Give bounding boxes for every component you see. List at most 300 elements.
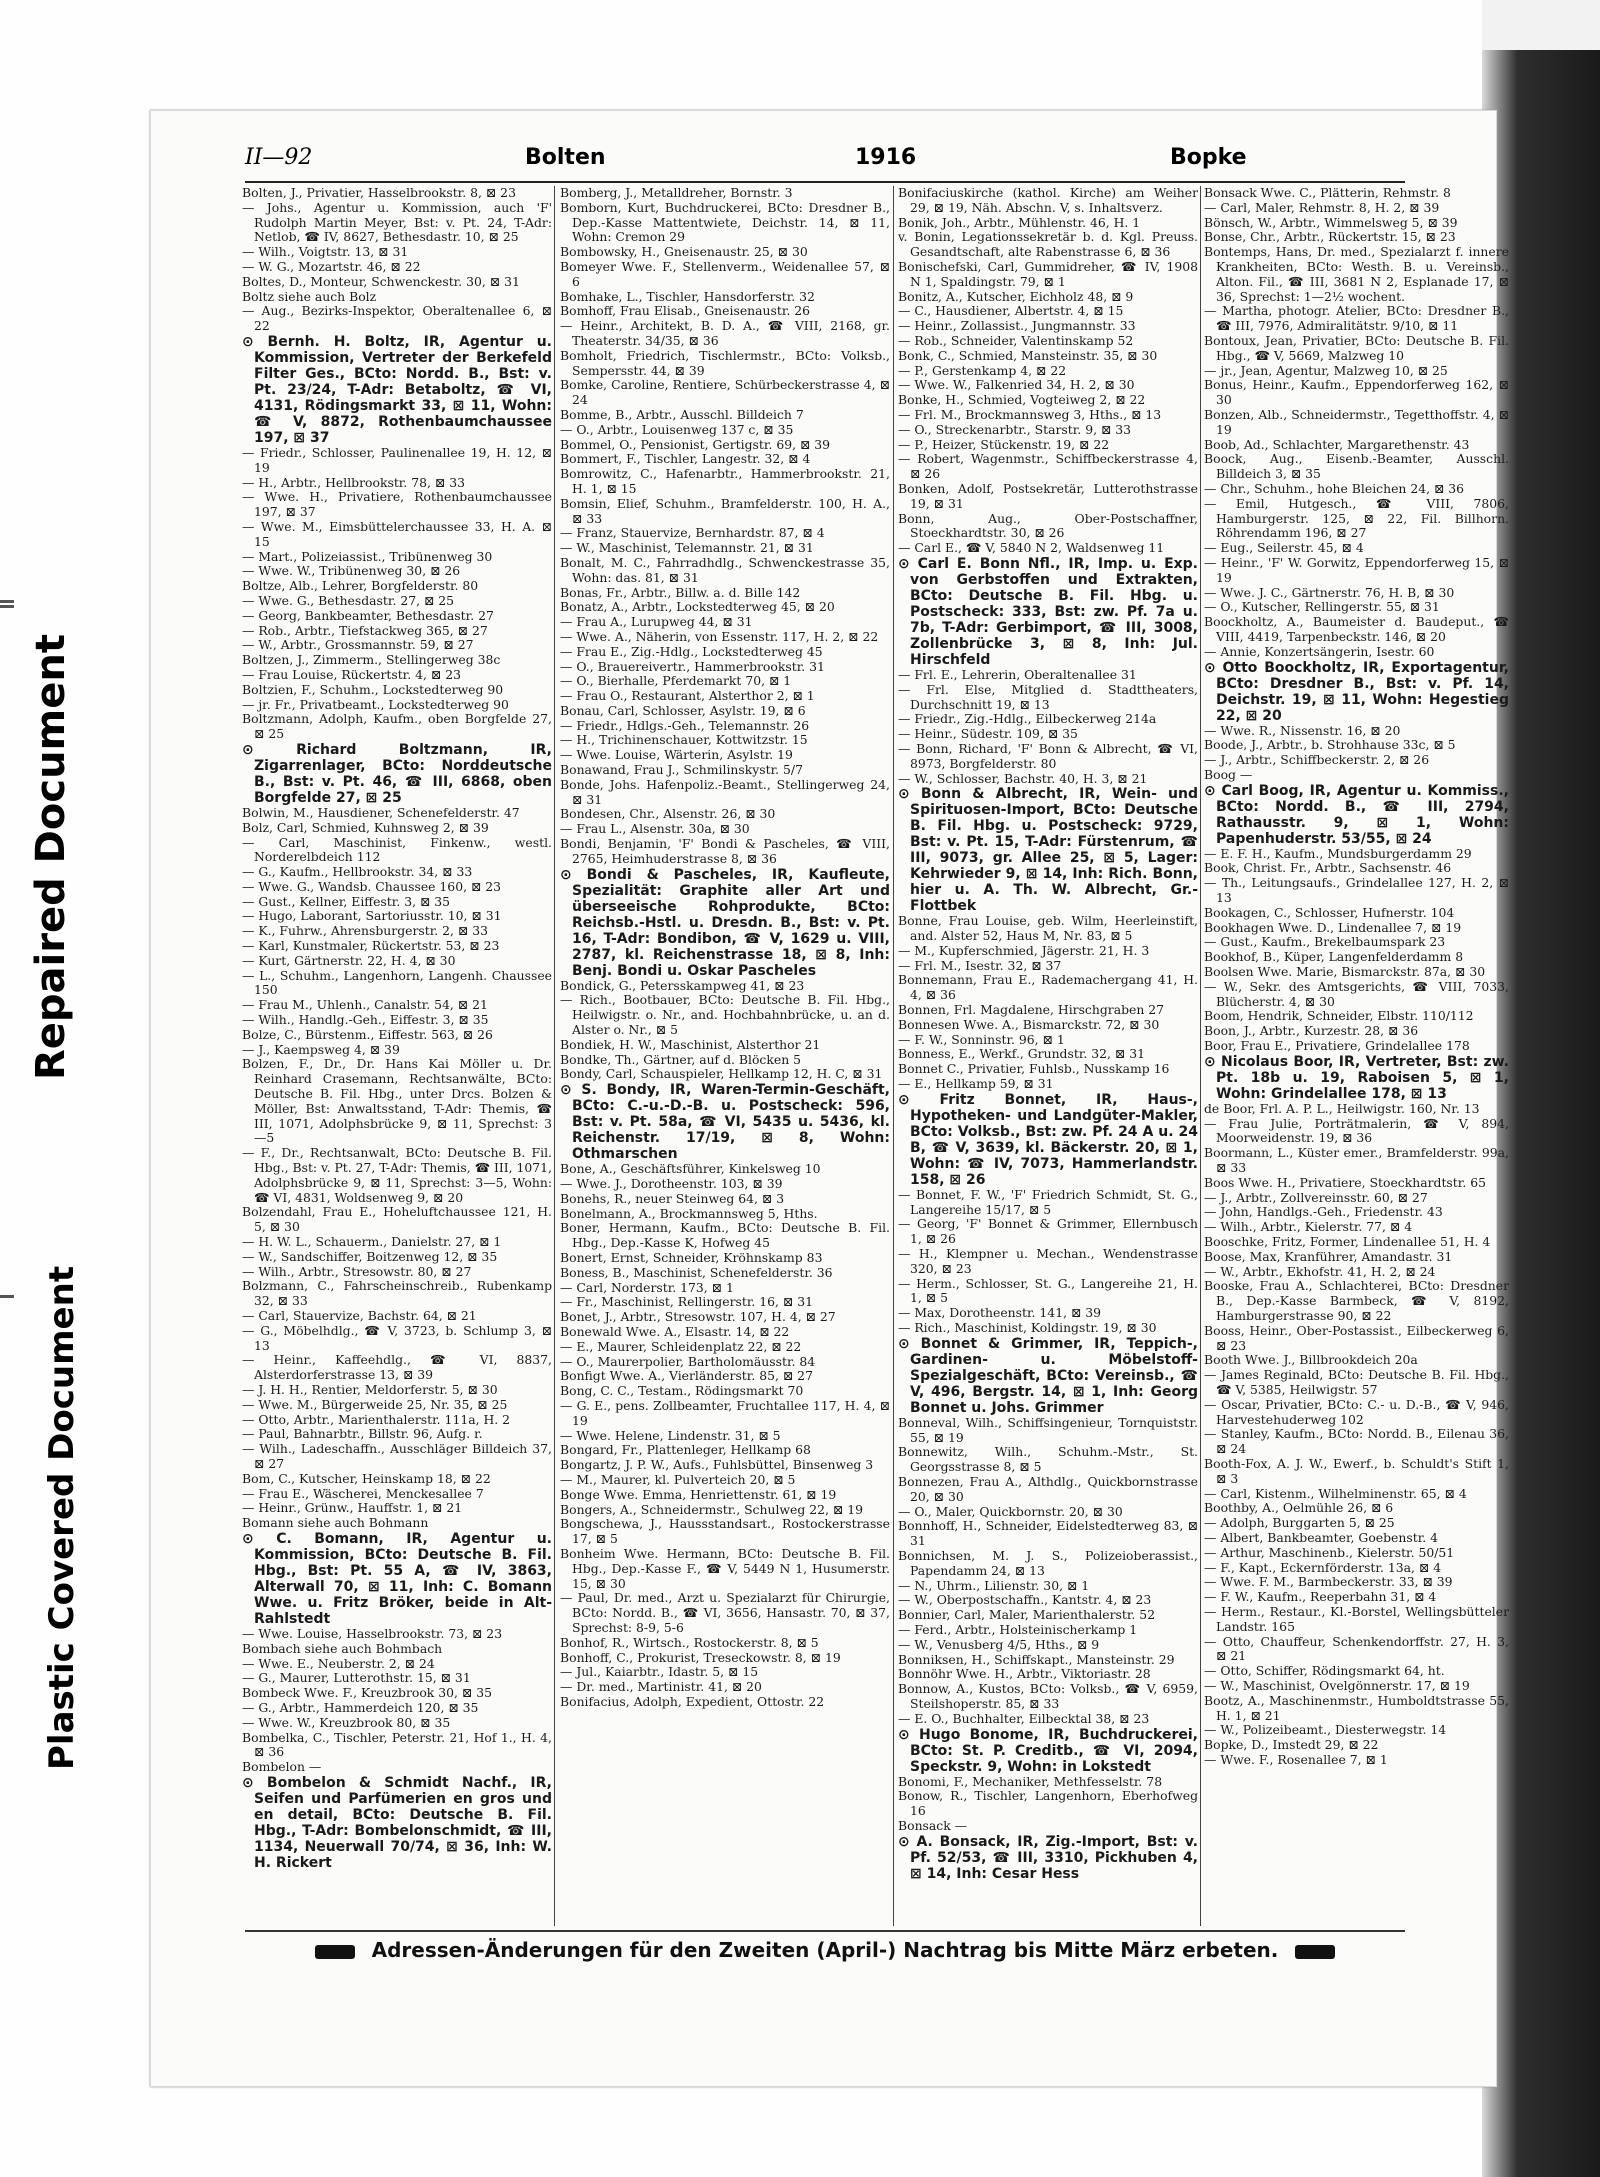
directory-entry: — E., Maurer, Schleidenplatz 22, ⊠ 22 xyxy=(560,1338,802,1354)
directory-entry: — M., Maurer, kl. Pulverteich 20, ⊠ 5 xyxy=(560,1471,796,1487)
directory-entry: Bomeyer Wwe. F., Stellenverm., Weidenallee 57, ⊠ 6 xyxy=(560,258,890,289)
directory-entry: — Frau E., Wäscherei, Menckesallee 7 xyxy=(242,1485,484,1501)
directory-entry: — Heinr., Grünw., Hauffstr. 1, ⊠ 21 xyxy=(242,1500,463,1516)
directory-entry: — F. W., Sonninstr. 96, ⊠ 1 xyxy=(898,1031,1065,1047)
directory-entry: Boner, Hermann, Kaufm., BCto: Deutsche B. Fil. Hbg., Dep.-Kasse K, Hofweg 45 xyxy=(560,1220,890,1251)
directory-entry: Bonde, Johs. Hafenpoliz.-Beamt., Stellingerweg 24, ⊠ 31 xyxy=(560,776,890,807)
directory-entry: Bonsack — xyxy=(898,1817,968,1833)
directory-entry: Bonsack Wwe. C., Plätterin, Rehmstr. 8 xyxy=(1204,186,1451,200)
directory-entry: Bommert, F., Tischler, Langestr. 32, ⊠ 4 xyxy=(560,451,811,467)
directory-entry: Bomholt, Friedrich, Tischlermstr., BCto: Volksb., Sempersstr. 44, ⊠ 39 xyxy=(560,347,890,378)
directory-entry: — Adolph, Burggarten 5, ⊠ 25 xyxy=(1204,1515,1395,1531)
directory-entry: — Max, Dorotheenstr. 141, ⊠ 39 xyxy=(898,1305,1102,1321)
directory-entry: Bonomi, F., Mechaniker, Methfesselstr. 78 xyxy=(898,1773,1163,1789)
firm-entry: ⊙ Carl Boog, IR, Agentur u. Kommiss., BCto: Nordd. B., ☎ III, 2794, Rathausstr. 9, ⊠ 1, Wohn: Papenhuderstr. 53/55, ⊠ 24 xyxy=(1204,782,1509,847)
directory-entry: Bonnhoff, H., Schneider, Eidelstedterweg 83, ⊠ 31 xyxy=(898,1518,1198,1549)
directory-entry: Boltz siehe auch Bolz xyxy=(242,288,377,304)
directory-entry: — Heinr., Kaffeehdlg., ☎ VI, 8837, Alsterdorferstrasse 13, ⊠ 39 xyxy=(242,1352,552,1383)
margin-tick xyxy=(0,600,14,603)
directory-entry: Bonelmann, A., Brockmannsweg 5, Hths. xyxy=(560,1205,818,1221)
directory-entry: Booschke, Fritz, Former, Lindenallee 51, H. 4 xyxy=(1204,1234,1491,1250)
directory-entry: Bondy, Carl, Schauspieler, Hellkamp 12, H. C, ⊠ 31 xyxy=(560,1066,883,1082)
directory-entry: Boos Wwe. H., Privatiere, Stoeckhardtstr. 65 xyxy=(1204,1174,1486,1190)
directory-entry: — Paul, Bahnarbtr., Billstr. 96, Aufg. r. xyxy=(242,1426,483,1442)
directory-entry: Bonow, R., Tischler, Langenhorn, Eberhofweg 16 xyxy=(898,1788,1198,1819)
directory-entry: — W., Polizeibeamt., Diesterwegstr. 14 xyxy=(1204,1722,1447,1738)
directory-entry: — K., Fuhrw., Ahrensburgerstr. 2, ⊠ 33 xyxy=(242,923,489,939)
directory-entry: — Georg, Bankbeamter, Bethesdastr. 27 xyxy=(242,607,494,623)
directory-entry: — Wwe. A., Näherin, von Essenstr. 117, H. 2, ⊠ 22 xyxy=(560,628,879,644)
directory-entry: — E., Hellkamp 59, ⊠ 31 xyxy=(898,1076,1054,1092)
directory-entry: — Kurt, Gärtnerstr. 22, H. 4, ⊠ 30 xyxy=(242,952,456,968)
directory-entry: Bolz, Carl, Schmied, Kuhnsweg 2, ⊠ 39 xyxy=(242,819,489,835)
directory-entry: Boom, Hendrik, Schneider, Elbstr. 110/112 xyxy=(1204,1008,1474,1024)
firm-entry: ⊙ C. Bomann, IR, Agentur u. Kommission, BCto: Deutsche B. Fil. Hbg., Bst: Pt. 55 A, ☎ IV, 3863, Alterwall 70, ⊠ 11, Inh: C. Bomann Wwe. u. Fritz Bröker, beide in Alt-Rahlstedt xyxy=(242,1530,552,1627)
directory-entry: — Stanley, Kaufm., BCto: Nordd. B., Eilenau 36, ⊠ 24 xyxy=(1204,1426,1509,1457)
directory-entry: — Ferd., Arbtr., Holsteinischerkamp 1 xyxy=(898,1621,1138,1637)
left-guide-word: Bolten xyxy=(525,145,606,170)
directory-entry: — Franz, Stauervize, Bernhardstr. 87, ⊠ 4 xyxy=(560,525,825,541)
directory-entry: — Frau Louise, Rückertstr. 4, ⊠ 23 xyxy=(242,666,461,682)
firm-entry: ⊙ Carl E. Bonn Nfl., IR, Imp. u. Exp. von Gerbstoffen und Extrakten, BCto: Deutsche B. Fil. Hbg. u. Postscheck: 333, Bst: zw. Pf. 7a u. 7b, T-Adr: Gerbimport, ☎ III, 3008, Zollenbrücke 3, ⊠ 8, Inh: Jul. Hirschfeld xyxy=(898,555,1198,668)
directory-entry: — Georg, 'F' Bonnet & Grimmer, Ellernbusch 1, ⊠ 26 xyxy=(898,1216,1198,1247)
directory-entry: Bonalt, M. C., Fahrradhdlg., Schwenckestrasse 35, Wohn: das. 81, ⊠ 31 xyxy=(560,554,890,585)
directory-entry: — G., Arbtr., Hammerdeich 120, ⊠ 35 xyxy=(242,1699,479,1715)
directory-entry: — Herm., Schlosser, St. G., Langereihe 21, H. 1, ⊠ 5 xyxy=(898,1275,1198,1306)
directory-entry: Bombelon — xyxy=(242,1759,322,1775)
directory-entry: — Frl. M., Isestr. 32, ⊠ 37 xyxy=(898,957,1062,973)
directory-entry: — W., Maschinist, Telemannstr. 21, ⊠ 31 xyxy=(560,540,814,556)
directory-entry: Bomme, B., Arbtr., Ausschl. Billdeich 7 xyxy=(560,406,804,422)
directory-entry: Bomhoff, Frau Elisab., Gneisenaustr. 26 xyxy=(560,303,811,319)
directory-entry: — Wwe. F., Rosenallee 7, ⊠ 1 xyxy=(1204,1751,1388,1767)
directory-entry: Bondi, Benjamin, 'F' Bondi & Pascheles, ☎ VIII, 2765, Heimhuderstrasse 8, ⊠ 36 xyxy=(560,836,890,866)
directory-entry: Bomke, Caroline, Rentiere, Schürbeckerstrasse 4, ⊠ 24 xyxy=(560,377,890,408)
directory-entry: — Paul, Dr. med., Arzt u. Spezialarzt für Chirurgie, BCto: Nordd. B., ☎ VI, 3656, Hansastr. 70, ⊠ 37, Sprechst: 8-9, 5-6 xyxy=(560,1590,890,1635)
directory-entry: Bonehs, R., neuer Steinweg 64, ⊠ 3 xyxy=(560,1190,785,1206)
directory-entry: — Emil, Hutgesch., ☎ VIII, 7806, Hamburgerstr. 125, ⊠ 22, Fil. Billhorn. Röhrendamm 196, ⊠ 27 xyxy=(1204,495,1509,541)
directory-entry: Bombelka, C., Tischler, Peterstr. 21, Hof 1., H. 4, ⊠ 36 xyxy=(242,1729,552,1760)
directory-entry: — Wilh., Arbtr., Stresowstr. 80, ⊠ 27 xyxy=(242,1263,472,1279)
directory-entry: Bonnichsen, M. J. S., Polizeioberassist., Papendamm 24, ⊠ 13 xyxy=(898,1548,1198,1578)
directory-entry: — F., Kapt., Eckernförderstr. 13a, ⊠ 4 xyxy=(1204,1559,1442,1575)
pointing-hand-left-icon xyxy=(315,1945,355,1959)
directory-entry: — Friedr., Hdlgs.-Geh., Telemannstr. 26 xyxy=(560,717,810,733)
directory-entry: Bomborn, Kurt, Buchdruckerei, BCto: Dresdner B., Dep.-Kasse Mattentwiete, Deichstr. 14, ⊠ 11, Wohn: Cremon 29 xyxy=(560,199,890,245)
directory-entry: — W., Maschinist, Ovelgönnerstr. 17, ⊠ 19 xyxy=(1204,1677,1470,1693)
directory-entry: Bonifaciuskirche (kathol. Kirche) am Weiher 29, ⊠ 19, Näh. Abschn. V, s. Inhaltsverz. xyxy=(898,186,1198,215)
directory-entry: — Heinr., 'F' W. Gorwitz, Eppendorferweg 15, ⊠ 19 xyxy=(1204,554,1509,585)
directory-entry: — M., Kupferschmied, Jägerstr. 21, H. 3 xyxy=(898,942,1150,958)
directory-entry: Bonness, E., Werkf., Grundstr. 32, ⊠ 31 xyxy=(898,1046,1145,1062)
directory-entry: Bone, A., Geschäftsführer, Kinkelsweg 10 xyxy=(560,1161,821,1177)
directory-entry: — Frau E., Zig.-Hdlg., Lockstedterweg 45 xyxy=(560,643,823,659)
directory-entry: — J. H. H., Rentier, Meldorferstr. 5, ⊠ 30 xyxy=(242,1381,498,1397)
directory-entry: — Aug., Bezirks-Inspektor, Oberaltenallee 6, ⊠ 22 xyxy=(242,303,552,334)
directory-entry: — C., Hausdiener, Albertstr. 4, ⊠ 15 xyxy=(898,303,1124,319)
firm-entry: ⊙ Otto Boockholtz, IR, Exportagentur, BCto: Dresdner B., Bst: v. Pf. 14, Deichstr. 19, ⊠ 11, Wohn: Hegestieg 22, ⊠ 20 xyxy=(1204,659,1509,724)
directory-entry: — Carl, Kistenm., Wilhelminenstr. 65, ⊠ 4 xyxy=(1204,1485,1467,1501)
directory-entry: — Wwe. Louise, Wärterin, Asylstr. 19 xyxy=(560,747,793,763)
directory-entry: — Wilh., Voigtstr. 13, ⊠ 31 xyxy=(242,244,409,260)
directory-entry: Boothby, A., Oelmühle 26, ⊠ 6 xyxy=(1204,1500,1394,1516)
directory-entry: Bombeck Wwe. F., Kreuzbrook 30, ⊠ 35 xyxy=(242,1685,492,1701)
directory-entry: Bom, C., Kutscher, Heinskamp 18, ⊠ 22 xyxy=(242,1470,491,1486)
directory-entry: Bonau, Carl, Schlosser, Asylstr. 19, ⊠ 6 xyxy=(560,702,806,718)
directory-entry: — John, Handlgs.-Geh., Friedenstr. 43 xyxy=(1204,1204,1443,1220)
directory-entry: — Carl E., ☎ V, 5840 N 2, Waldsenweg 11 xyxy=(898,540,1165,556)
column-divider xyxy=(893,186,894,1926)
directory-entry: Bonhof, R., Wirtsch., Rostockerstr. 8, ⊠ 5 xyxy=(560,1634,819,1650)
directory-entry: — L., Schuhm., Langenhorn, Langenh. Chaussee 150 xyxy=(242,967,552,998)
directory-entry: — J., Kaempsweg 4, ⊠ 39 xyxy=(242,1041,400,1057)
directory-column-4 xyxy=(1204,186,1509,1926)
directory-entry: Bönsch, W., Arbtr., Wimmelsweg 5, ⊠ 39 xyxy=(1204,214,1458,230)
directory-entry: Bonnemann, Frau E., Rademachergang 41, H. 4, ⊠ 36 xyxy=(898,972,1198,1003)
directory-entry: Bonniksen, H., Schiffskapt., Mansteinstr. 29 xyxy=(898,1651,1175,1667)
directory-entry: — Wwe. W., Kreuzbrook 80, ⊠ 35 xyxy=(242,1714,451,1730)
directory-entry: Booth-Fox, A. J. W., Ewerf., b. Schuldt's Stift 1, ⊠ 3 xyxy=(1204,1455,1509,1486)
directory-entry: Bolwin, M., Hausdiener, Schenefelderstr. 47 xyxy=(242,804,520,820)
directory-entry: Bongschewa, J., Haussstandsart., Rostockerstrasse 17, ⊠ 5 xyxy=(560,1516,890,1547)
firm-entry: ⊙ Nicolaus Boor, IR, Vertreter, Bst: zw. Pt. 18b u. 19, Raboisen 5, ⊠ 1, Wohn: Grindelallee 178, ⊠ 13 xyxy=(1204,1053,1509,1102)
directory-entry: — Wilh., Handlg.-Geh., Eiffestr. 3, ⊠ 35 xyxy=(242,1012,489,1028)
directory-entry: — Frau Julie, Porträtmalerin, ☎ V, 894, Moorweidenstr. 19, ⊠ 36 xyxy=(1204,1115,1509,1146)
directory-entry: Bolzen, F., Dr., Dr. Hans Kai Möller u. Dr. Reinhard Crasemann, Rechtsanwälte, BCto: Deutsche B. Fil. Hbg., unter Drcs. Bolzen & Möller, Bst: Anwaltsstand, T-Adr: Themis, ☎ III, 1071, Adolphsbrücke 9, ⊠ 11, Sprechst: 3—5 xyxy=(242,1056,552,1146)
directory-entry: Bonifacius, Adolph, Expedient, Ottostr. 22 xyxy=(560,1693,825,1709)
directory-entry: — E. F. H., Kaufm., Mundsburgerdamm 29 xyxy=(1204,845,1472,861)
page-footer xyxy=(245,1938,1405,1962)
directory-entry: — Arthur, Maschinenb., Kielerstr. 50/51 xyxy=(1204,1544,1455,1560)
directory-entry: — Frau M., Uhlenh., Canalstr. 54, ⊠ 21 xyxy=(242,997,488,1013)
directory-entry: — O., Brauereivertr., Hammerbrookstr. 31 xyxy=(560,658,825,674)
directory-entry: Bootz, A., Maschinenmstr., Humboldtstrasse 55, H. 1, ⊠ 21 xyxy=(1204,1692,1509,1723)
directory-entry: — Wwe. W., Falkenried 34, H. 2, ⊠ 30 xyxy=(898,377,1135,393)
directory-entry: — Herm., Restaur., Kl.-Borstel, Wellingsbütteler Landstr. 165 xyxy=(1204,1603,1509,1634)
directory-entry: — Frau L., Alsenstr. 30a, ⊠ 30 xyxy=(560,821,750,837)
directory-entry: — Wwe. W., Tribünenweg 30, ⊠ 26 xyxy=(242,563,461,579)
directory-entry: — Wwe. M., Bürgerweide 25, Nr. 35, ⊠ 25 xyxy=(242,1396,508,1412)
firm-entry: ⊙ Richard Boltzmann, IR, Zigarrenlager, BCto: Norddeutsche B., Bst: v. Pt. 46, ☎ III, 6868, oben Borgfelde 27, ⊠ 25 xyxy=(242,741,552,806)
directory-entry: Bombowsky, H., Gneisenaustr. 25, ⊠ 30 xyxy=(560,244,808,260)
directory-entry: — Frl. Else, Mitglied d. Stadttheaters, Durchschnitt 19, ⊠ 13 xyxy=(898,681,1198,712)
directory-entry: — jr. Fr., Privatbeamt., Lockstedterweg 90 xyxy=(242,696,509,712)
directory-entry: — Rich., Maschinist, Koldingstr. 19, ⊠ 30 xyxy=(898,1320,1157,1336)
directory-entry: — Gust., Kellner, Eiffestr. 3, ⊠ 35 xyxy=(242,893,451,909)
directory-entry: — H. W. L., Schauerm., Danielstr. 27, ⊠ 1 xyxy=(242,1234,502,1250)
directory-entry: Bonnewitz, Wilh., Schuhm.-Mstr., St. Georgsstrasse 8, ⊠ 5 xyxy=(898,1444,1198,1475)
directory-entry: Book, Christ. Fr., Arbtr., Sachsenstr. 46 xyxy=(1204,860,1452,876)
directory-column-3 xyxy=(898,186,1198,1926)
directory-entry: — Th., Leitungsaufs., Grindelallee 127, H. 2, ⊠ 13 xyxy=(1204,875,1509,906)
directory-entry: — Chr., Schuhm., hohe Bleichen 24, ⊠ 36 xyxy=(1204,480,1465,496)
directory-entry: — jr., Jean, Agentur, Malzweg 10, ⊠ 25 xyxy=(1204,362,1448,378)
footer-notice: Adressen-Änderungen für den Zweiten (April-) Nachtrag bis Mitte März erbeten. xyxy=(371,1938,1279,1962)
directory-column-1 xyxy=(242,186,552,1926)
directory-entry: Booss, Heinr., Ober-Postassist., Eilbeckerweg 6, ⊠ 23 xyxy=(1204,1322,1509,1353)
directory-entry: de Boor, Frl. A. P. L., Heilwigstr. 160, Nr. 13 xyxy=(1204,1100,1480,1116)
directory-entry: Bondke, Th., Gärtner, auf d. Blöcken 5 xyxy=(560,1051,802,1067)
directory-entry: — W. G., Mozartstr. 46, ⊠ 22 xyxy=(242,258,421,274)
directory-entry: Bomsin, Elief, Schuhm., Bramfelderstr. 100, H. A., ⊠ 33 xyxy=(560,495,890,526)
directory-entry: — G. E., pens. Zollbeamter, Fruchtallee 117, H. 4, ⊠ 19 xyxy=(560,1397,890,1428)
directory-entry: — Carl, Norderstr. 173, ⊠ 1 xyxy=(560,1279,734,1295)
directory-entry: — O., Streckenarbtr., Starstr. 9, ⊠ 33 xyxy=(898,421,1132,437)
directory-column-2 xyxy=(560,186,890,1926)
directory-entry: Bolten, J., Privatier, Hasselbrookstr. 8, ⊠ 23 xyxy=(242,186,516,200)
directory-entry: — W., Arbtr., Grossmannstr. 59, ⊠ 27 xyxy=(242,637,474,653)
directory-entry: Boolsen Wwe. Marie, Bismarckstr. 87a, ⊠ 30 xyxy=(1204,964,1486,980)
directory-entry: Bonnet C., Privatier, Fuhlsb., Nusskamp 16 xyxy=(898,1061,1170,1077)
directory-entry: Bonnier, Carl, Maler, Marienthalerstr. 52 xyxy=(898,1607,1156,1623)
directory-entry: Bonse, Chr., Arbtr., Rückertstr. 15, ⊠ 23 xyxy=(1204,229,1456,245)
directory-entry: — H., Klempner u. Mechan., Wendenstrasse 320, ⊠ 23 xyxy=(898,1246,1198,1276)
directory-entry: Bonischefski, Carl, Gummidreher, ☎ IV, 1908 N 1, Spaldingstr. 79, ⊠ 1 xyxy=(898,258,1198,289)
right-guide-word: Bopke xyxy=(1170,145,1247,170)
directory-entry: Bomrowitz, C., Hafenarbtr., Hammerbrookstr. 21, H. 1, ⊠ 15 xyxy=(560,466,890,496)
directory-entry: — Fr., Maschinist, Rellingerstr. 16, ⊠ 31 xyxy=(560,1294,814,1310)
scanner-edge-top xyxy=(1482,0,1600,52)
year-label: 1916 xyxy=(855,145,917,170)
directory-entry: Bonge Wwe. Emma, Henriettenstr. 61, ⊠ 19 xyxy=(560,1486,837,1502)
directory-entry: Bontoux, Jean, Privatier, BCto: Deutsche B. Fil. Hbg., ☎ V, 5669, Malzweg 10 xyxy=(1204,332,1509,363)
directory-entry: — J., Arbtr., Zollvereinsstr. 60, ⊠ 27 xyxy=(1204,1189,1428,1205)
directory-entry: Boob, Ad., Schlachter, Margarethenstr. 43 xyxy=(1204,436,1470,452)
directory-entry: — Robert, Wagenmstr., Schiffbeckerstrasse 4, ⊠ 26 xyxy=(898,451,1198,482)
directory-entry: — O., Maurerpolier, Bartholomäusstr. 84 xyxy=(560,1353,816,1369)
directory-entry: — Heinr., Zollassist., Jungmannstr. 33 xyxy=(898,318,1136,334)
firm-entry: ⊙ Bonnet & Grimmer, IR, Teppich-, Gardinen- u. Möbelstoff-Spezialgeschäft, BCto: Vereinsb., ☎ V, 496, Bergstr. 14, ⊠ 1, Inh: Georg Bonnet u. Johs. Grimmer xyxy=(898,1335,1198,1416)
firm-entry: ⊙ Bondi & Pascheles, IR, Kaufleute, Spezialität: Graphite aller Art und überseeische Rohprodukte, BCto: Reichsb.-Hstl. u. Dresdn. B., Bst: v. Pt. 16, T-Adr: Bondibon, ☎ V, 1629 u. VIII, 2787, kl. Reichenstrasse 18, ⊠ 8, Inh: Benj. Bondi u. Oskar Pascheles xyxy=(560,866,890,979)
directory-entry: Boltzen, J., Zimmerm., Stellingerweg 38c xyxy=(242,652,501,668)
page-header xyxy=(245,145,1400,185)
directory-entry: — Hugo, Laborant, Sartoriusstr. 10, ⊠ 31 xyxy=(242,908,502,924)
directory-entry: — Wwe. M., Eimsbüttelerchaussee 33, H. A. ⊠ 15 xyxy=(242,518,552,549)
directory-entry: — Frau O., Restaurant, Alsterthor 2, ⊠ 1 xyxy=(560,688,815,704)
directory-entry: Boltes, D., Monteur, Schwenckestr. 30, ⊠ 31 xyxy=(242,273,520,289)
column-divider xyxy=(1200,186,1201,1926)
directory-entry: Bongartz, J. P. W., Aufs., Fuhlsbüttel, Binsenweg 3 xyxy=(560,1457,874,1473)
directory-entry: — Jul., Kaiarbtr., Idastr. 5, ⊠ 15 xyxy=(560,1664,759,1680)
directory-entry: — Carl, Maler, Rehmstr. 8, H. 2, ⊠ 39 xyxy=(1204,199,1440,215)
directory-entry: — Wwe. G., Wandsb. Chaussee 160, ⊠ 23 xyxy=(242,878,502,894)
directory-entry: Bonert, Ernst, Schneider, Kröhnskamp 83 xyxy=(560,1250,823,1266)
directory-entry: — Carl, Stauervize, Bachstr. 64, ⊠ 21 xyxy=(242,1308,477,1323)
directory-entry: Bonnow, A., Kustos, BCto: Volksb., ☎ V, 6959, Steilshoperstr. 85, ⊠ 33 xyxy=(898,1681,1198,1711)
directory-entry: Bonas, Fr., Arbtr., Billw. a. d. Bille 142 xyxy=(560,584,801,600)
directory-entry: — Bonn, Richard, 'F' Bonn & Albrecht, ☎ VI, 8973, Borgfelderstr. 80 xyxy=(898,740,1198,771)
pointing-hand-right-icon xyxy=(1295,1945,1335,1959)
directory-entry: Bookhagen Wwe. D., Lindenallee 7, ⊠ 19 xyxy=(1204,919,1462,935)
directory-entry: — Karl, Kunstmaler, Rückertstr. 53, ⊠ 23 xyxy=(242,938,500,954)
directory-entry: Boose, Max, Kranführer, Amandastr. 31 xyxy=(1204,1248,1453,1264)
directory-entry: Bonnesen Wwe. A., Bismarckstr. 72, ⊠ 30 xyxy=(898,1016,1160,1032)
directory-entry: Boormann, L., Küster emer., Bramfelderstr. 99a, ⊠ 33 xyxy=(1204,1145,1509,1176)
directory-entry: — Rob., Schneider, Valentinskamp 52 xyxy=(898,332,1134,348)
directory-entry: — E. O., Buchhalter, Eilbecktal 38, ⊠ 23 xyxy=(898,1710,1150,1726)
directory-entry: — O., Bierhalle, Pferdemarkt 70, ⊠ 1 xyxy=(560,673,792,689)
directory-entry: Bondiek, H. W., Maschinist, Alsterthor 21 xyxy=(560,1036,821,1052)
directory-entry: — Rich., Bootbauer, BCto: Deutsche B. Fil. Hbg., Heilwigstr. o. Nr., and. Hochbahnbrücke, u. an d. Alster o. Nr., ⊠ 5 xyxy=(560,992,890,1038)
directory-entry: Bonn, Aug., Ober-Postschaffner, Stoeckhardtstr. 30, ⊠ 26 xyxy=(898,510,1198,541)
directory-entry: — G., Möbelhdlg., ☎ V, 3723, b. Schlump 3, ⊠ 13 xyxy=(242,1322,552,1353)
directory-entry: — Rob., Arbtr., Tiefstackweg 365, ⊠ 27 xyxy=(242,622,488,638)
directory-entry: — G., Maurer, Lutterothstr. 15, ⊠ 31 xyxy=(242,1670,471,1686)
directory-entry: Bongers, A., Schneidermstr., Schulweg 22, ⊠ 19 xyxy=(560,1501,863,1517)
directory-entry: — H., Trichinenschauer, Kottwitzstr. 15 xyxy=(560,732,808,748)
firm-entry: ⊙ S. Bondy, IR, Waren-Termin-Geschäft, BCto: C.-u.-D.-B. u. Postscheck: 596, Bst: v. Pt. 58a, ☎ VI, 5435 u. 5436, kl. Reichenstr. 17/19, ⊠ 8, Wohn: Othmarschen xyxy=(560,1082,890,1163)
directory-entry: Bonnezen, Frau A., Althdlg., Quickbornstrasse 20, ⊠ 30 xyxy=(898,1474,1198,1504)
directory-entry: — N., Uhrm., Lilienstr. 30, ⊠ 1 xyxy=(898,1577,1090,1593)
directory-entry: — Wwe. R., Nissenstr. 16, ⊠ 20 xyxy=(1204,722,1401,738)
repaired-document-label: Repaired Document xyxy=(28,634,74,1080)
directory-entry: Bonnen, Frl. Magdalene, Hirschgraben 27 xyxy=(898,1002,1165,1018)
directory-entry: — Wwe. J. C., Gärtnerstr. 76, H. B, ⊠ 30 xyxy=(1204,584,1455,600)
directory-entry: Bonewald Wwe. A., Elsastr. 14, ⊠ 22 xyxy=(560,1324,790,1339)
directory-entry: Bolzmann, C., Fahrscheinschreib., Rubenkamp 32, ⊠ 33 xyxy=(242,1278,552,1309)
directory-entry: — Gust., Kaufm., Brekelbaumspark 23 xyxy=(1204,934,1446,950)
directory-entry: — Wwe. G., Bethesdastr. 27, ⊠ 25 xyxy=(242,592,455,608)
directory-entry: — Otto, Schiffer, Rödingsmarkt 64, ht. xyxy=(1204,1663,1445,1679)
directory-entry: — Annie, Konzertsängerin, Isestr. 60 xyxy=(1204,643,1435,659)
column-divider xyxy=(554,186,555,1926)
directory-entry: — Albert, Bankbeamter, Goebenstr. 4 xyxy=(1204,1529,1439,1545)
directory-entry: — F. W., Kaufm., Reeperbahn 31, ⊠ 4 xyxy=(1204,1589,1437,1605)
directory-entry: — Wilh., Ladeschaffn., Ausschläger Billdeich 37, ⊠ 27 xyxy=(242,1441,552,1471)
directory-entry: — James Reginald, BCto: Deutsche B. Fil. Hbg., ☎ V, 5385, Heilwigstr. 57 xyxy=(1204,1367,1509,1397)
directory-entry: Bonke, H., Schmied, Vogteiweg 2, ⊠ 22 xyxy=(898,392,1146,408)
directory-entry: Bonzen, Alb., Schneidermstr., Tegetthoffstr. 4, ⊠ 19 xyxy=(1204,406,1509,437)
directory-entry: Bonneval, Wilh., Schiffsingenieur, Tornquiststr. 55, ⊠ 19 xyxy=(898,1414,1198,1445)
directory-entry: Bong, C. C., Testam., Rödingsmarkt 70 xyxy=(560,1383,804,1399)
directory-entry: Bondesen, Chr., Alsenstr. 26, ⊠ 30 xyxy=(560,806,776,822)
directory-entry: — O., Arbtr., Louisenweg 137 c, ⊠ 35 xyxy=(560,421,794,437)
directory-entry: Bonitz, A., Kutscher, Eichholz 48, ⊠ 9 xyxy=(898,288,1134,304)
directory-entry: Bonnöhr Wwe. H., Arbtr., Viktoriastr. 28 xyxy=(898,1666,1151,1682)
directory-entry: Bonet, J., Arbtr., Stresowstr. 107, H. 4, ⊠ 27 xyxy=(560,1309,836,1325)
directory-entry: — Frl. E., Lehrerin, Oberaltenallee 31 xyxy=(898,666,1137,682)
directory-entry: Bonken, Adolf, Postsekretär, Lutterothstrasse 19, ⊠ 31 xyxy=(898,480,1198,511)
directory-entry: — Friedr., Schlosser, Paulinenallee 19, H. 12, ⊠ 19 xyxy=(242,444,552,475)
directory-entry: — Eug., Seilerstr. 45, ⊠ 4 xyxy=(1204,540,1364,556)
directory-entry: Boltze, Alb., Lehrer, Borgfelderstr. 80 xyxy=(242,578,479,594)
margin-tick xyxy=(0,605,14,608)
directory-entry: Bontemps, Hans, Dr. med., Spezialarzt f. innere Krankheiten, BCto: Westh. B. u. Vereinsb., Alton. Fil., ☎ III, 3681 N 2, Esplanade 17, ⊠ 36, Sprechst: 1—2½ wochent. xyxy=(1204,244,1509,304)
plastic-covered-document-label: Plastic Covered Document xyxy=(42,1265,82,1770)
directory-entry: Boode, J., Arbtr., b. Strohhause 33c, ⊠ 5 xyxy=(1204,737,1456,753)
directory-entry: — W., Schlosser, Bachstr. 40, H. 3, ⊠ 21 xyxy=(898,770,1148,786)
firm-entry: ⊙ A. Bonsack, IR, Zig.-Import, Bst: v. Pf. 52/53, ☎ III, 3310, Pickhuben 4, ⊠ 14, Inh: Cesar Hess xyxy=(898,1833,1198,1882)
directory-entry: Bookagen, C., Schlosser, Hufnerstr. 104 xyxy=(1204,904,1455,920)
directory-entry: — Mart., Polizeiassist., Tribünenweg 30 xyxy=(242,548,493,564)
directory-entry: — Johs., Agentur u. Kommission, auch 'F' Rudolph Martin Meyer, Bst: v. Pt. 24, T-Adr: Netlob, ☎ IV, 8627, Bethesdastr. 10, ⊠ 25 xyxy=(242,199,552,245)
directory-entry: — J., Arbtr., Schiffbeckerstr. 2, ⊠ 26 xyxy=(1204,752,1430,768)
directory-entry: — Wwe. Louise, Hasselbrookstr. 73, ⊠ 23 xyxy=(242,1625,503,1641)
directory-entry: — Wilh., Arbtr., Kielerstr. 77, ⊠ 4 xyxy=(1204,1219,1413,1235)
directory-entry: Bonk, C., Schmied, Mansteinstr. 35, ⊠ 30 xyxy=(898,347,1158,363)
firm-entry: ⊙ Bombelon & Schmidt Nachf., IR, Seifen und Parfümerien en gros und en detail, BCto: Deutsche B. Fil. Hbg., T-Adr: Bombelonschmidt, ☎ III, 1134, Neuerwall 70/74, ⊠ 36, Inh: W. H. Rickert xyxy=(242,1774,552,1871)
directory-entry: Bolze, C., Bürstenm., Eiffestr. 563, ⊠ 26 xyxy=(242,1026,493,1042)
directory-entry: — F., Dr., Rechtsanwalt, BCto: Deutsche B. Fil. Hbg., Bst: v. Pt. 27, T-Adr: Themis, ☎ III, 1071, Adolphsbrücke 9, ⊠ 11, Sprechst: 3—5, Wohn: ☎ VI, 4831, Woldsenweg 9, ⊠ 20 xyxy=(242,1145,552,1205)
directory-entry: — P., Gerstenkamp 4, ⊠ 22 xyxy=(898,362,1067,378)
firm-entry: ⊙ Bonn & Albrecht, IR, Wein- und Spirituosen-Import, BCto: Deutsche B. Fil. Hbg. u. Postscheck: 9729, Bst: v. Pt. 15, T-Adr: Fürstenrum, ☎ III, 9073, gr. Allee 25, ⊠ 5, Lager: Kehrwieder 9, ⊠ 14, Inh: Rich. Bonn, hier u. A. Th. W. Albrecht, Gr.-Flottbek xyxy=(898,786,1198,915)
directory-entry: — Martha, photogr. Atelier, BCto: Dresdner B., ☎ III, 7976, Admiralitätstr. 9/10, ⊠ 11 xyxy=(1204,303,1509,334)
directory-entry: Bopke, D., Imstedt 29, ⊠ 22 xyxy=(1204,1737,1379,1753)
directory-entry: — Heinr., Architekt, B. D. A., ☎ VIII, 2168, gr. Theaterstr. 34/35, ⊠ 36 xyxy=(560,318,890,348)
directory-entry: — Wwe. F. M., Barmbeckerstr. 33, ⊠ 39 xyxy=(1204,1574,1453,1590)
directory-entry: — W., Arbtr., Ekhofstr. 41, H. 2, ⊠ 24 xyxy=(1204,1263,1436,1279)
directory-entry: — Otto, Chauffeur, Schenkendorffstr. 27, H. 3, ⊠ 21 xyxy=(1204,1633,1509,1664)
directory-entry: — Friedr., Zig.-Hdlg., Eilbeckerweg 214a xyxy=(898,711,1157,727)
directory-entry: — Wwe. J., Dorotheenstr. 103, ⊠ 39 xyxy=(560,1176,783,1192)
directory-entry: — Heinr., Südestr. 109, ⊠ 35 xyxy=(898,726,1078,742)
directory-entry: v. Bonin, Legationssekretär b. d. Kgl. Preuss. Gesandtschaft, alte Rabenstrasse 6, ⊠ 36 xyxy=(898,229,1198,260)
directory-entry: — Otto, Arbtr., Marienthalerstr. 111a, H. 2 xyxy=(242,1411,511,1427)
directory-entry: Bonheim Wwe. Hermann, BCto: Deutsche B. Fil. Hbg., Dep.-Kasse F., ☎ V, 5449 N 1, Husumerstr. 15, ⊠ 30 xyxy=(560,1545,890,1591)
directory-entry: Boness, B., Maschinist, Schenefelderstr. 36 xyxy=(560,1264,833,1280)
directory-entry: Boock, Aug., Eisenb.-Beamter, Ausschl. Billdeich 3, ⊠ 35 xyxy=(1204,451,1509,482)
margin-tick xyxy=(0,1295,14,1298)
directory-entry: Boltzien, F., Schuhm., Lockstedterweg 90 xyxy=(242,681,504,697)
directory-entry: Booske, Frau A., Schlachterei, BCto: Dresdner B., Dep.-Kasse Barmbeck, ☎ V, 8192, Hamburgerstrasse 90, ⊠ 22 xyxy=(1204,1278,1509,1323)
directory-entry: — Wwe. E., Neuberstr. 2, ⊠ 24 xyxy=(242,1655,435,1671)
directory-entry: Bonus, Heinr., Kaufm., Eppendorferweg 162, ⊠ 30 xyxy=(1204,377,1509,408)
firm-entry: ⊙ Hugo Bonome, IR, Buchdruckerei, BCto: St. P. Creditb., ☎ VI, 2094, Speckstr. 9, Wohn: in Lokstedt xyxy=(898,1726,1198,1775)
directory-entry: Bommel, O., Pensionist, Gertigstr. 69, ⊠ 39 xyxy=(560,436,831,452)
page-number: II—92 xyxy=(245,145,313,170)
directory-entry: — W., Sandschiffer, Boitzenweg 12, ⊠ 35 xyxy=(242,1248,498,1264)
directory-entry: Bomberg, J., Metalldreher, Bornstr. 3 xyxy=(560,186,793,200)
directory-entry: Bonhoff, C., Prokurist, Treseckowstr. 8, ⊠ 19 xyxy=(560,1649,841,1665)
directory-entry: — Dr. med., Martinistr. 41, ⊠ 20 xyxy=(560,1679,762,1695)
directory-entry: Bolzendahl, Frau E., Hoheluftchaussee 121, H. 5, ⊠ 30 xyxy=(242,1204,552,1235)
directory-entry: — W., Oberpostschaffn., Kantstr. 4, ⊠ 23 xyxy=(898,1592,1152,1608)
header-rule xyxy=(245,181,1405,183)
directory-entry: Boltzmann, Adolph, Kaufm., oben Borgfelde 27, ⊠ 25 xyxy=(242,711,552,742)
footer-rule xyxy=(245,1930,1405,1932)
directory-entry: — Wwe. H., Privatiere, Rothenbaumchaussee 197, ⊠ 37 xyxy=(242,489,552,520)
directory-entry: Bombach siehe auch Bohmbach xyxy=(242,1640,443,1656)
directory-entry: — O., Maler, Quickbornstr. 20, ⊠ 30 xyxy=(898,1503,1123,1519)
firm-entry: ⊙ Fritz Bonnet, IR, Haus-, Hypotheken- und Landgüter-Makler, BCto: Volksb., Bst: zw. Pf. 24 A u. 24 B, ☎ V, 3639, kl. Bäckerstr. 20, ⊠ 1, Wohn: ☎ IV, 7073, Hammerlandstr. 158, ⊠ 26 xyxy=(898,1091,1198,1188)
directory-entry: — Bonnet, F. W., 'F' Friedrich Schmidt, St. G., Langereihe 15/17, ⊠ 5 xyxy=(898,1186,1198,1217)
directory-entry: Boockholtz, A., Baumeister d. Baudeput., ☎ VIII, 4419, Tarpenbeckstr. 146, ⊠ 20 xyxy=(1204,614,1509,644)
directory-entry: Bookhof, B., Küper, Langenfelderdamm 8 xyxy=(1204,949,1464,965)
directory-entry: Booth Wwe. J., Billbrookdeich 20a xyxy=(1204,1352,1418,1368)
directory-entry: Bongard, Fr., Plattenleger, Hellkamp 68 xyxy=(560,1442,811,1458)
directory-entry: — Frl. M., Brockmannsweg 3, Hths., ⊠ 13 xyxy=(898,406,1162,422)
directory-entry: — G., Kaufm., Hellbrookstr. 34, ⊠ 33 xyxy=(242,864,473,880)
directory-entry: — W., Venusberg 4/5, Hths., ⊠ 9 xyxy=(898,1636,1100,1652)
directory-entry: — W., Sekr. des Amtsgerichts, ☎ VIII, 7033, Blücherstr. 4, ⊠ 30 xyxy=(1204,978,1509,1009)
directory-entry: — O., Kutscher, Rellingerstr. 55, ⊠ 31 xyxy=(1204,599,1440,615)
directory-entry: — P., Heizer, Stückenstr. 19, ⊠ 22 xyxy=(898,436,1110,452)
directory-entry: — Carl, Maschinist, Finkenw., westl. Norderelbdeich 112 xyxy=(242,834,552,865)
directory-entry: Bonfigt Wwe. A., Vierländerstr. 85, ⊠ 27 xyxy=(560,1368,813,1384)
directory-entry: Bonne, Frau Louise, geb. Wilm, Heerleinstift, and. Alster 52, Haus M, Nr. 83, ⊠ 5 xyxy=(898,913,1198,944)
directory-entry: Bomhake, L., Tischler, Hansdorferstr. 32 xyxy=(560,288,815,304)
directory-entry: Bomann siehe auch Bohmann xyxy=(242,1515,429,1531)
directory-entry: Bondick, G., Petersskampweg 41, ⊠ 23 xyxy=(560,977,805,993)
firm-entry: ⊙ Bernh. H. Boltz, IR, Agentur u. Kommission, Vertreter der Berkefeld Filter Ges., BCto: Nordd. B., Bst: v. Pt. 23/24, T-Adr: Betaboltz, ☎ VI, 4131, Rödingsmarkt 33, ⊠ 11, Wohn: ☎ V, 8872, Rothenbaumchaussee 197, ⊠ 37 xyxy=(242,333,552,446)
directory-entry: Bonawand, Frau J., Schmilinskystr. 5/7 xyxy=(560,762,803,778)
directory-entry: — Wwe. Helene, Lindenstr. 31, ⊠ 5 xyxy=(560,1427,781,1443)
directory-entry: — Frau A., Lurupweg 44, ⊠ 31 xyxy=(560,614,753,630)
directory-entry: — Oscar, Privatier, BCto: C.- u. D.-B., ☎ V, 946, Harvestehuderweg 102 xyxy=(1204,1396,1509,1427)
directory-entry: Bonatz, A., Arbtr., Lockstedterweg 45, ⊠ 20 xyxy=(560,599,835,615)
directory-entry: Boor, Frau E., Privatiere, Grindelallee 178 xyxy=(1204,1038,1470,1054)
directory-entry: Bonik, Joh., Arbtr., Mühlenstr. 46, H. 1 xyxy=(898,214,1141,230)
